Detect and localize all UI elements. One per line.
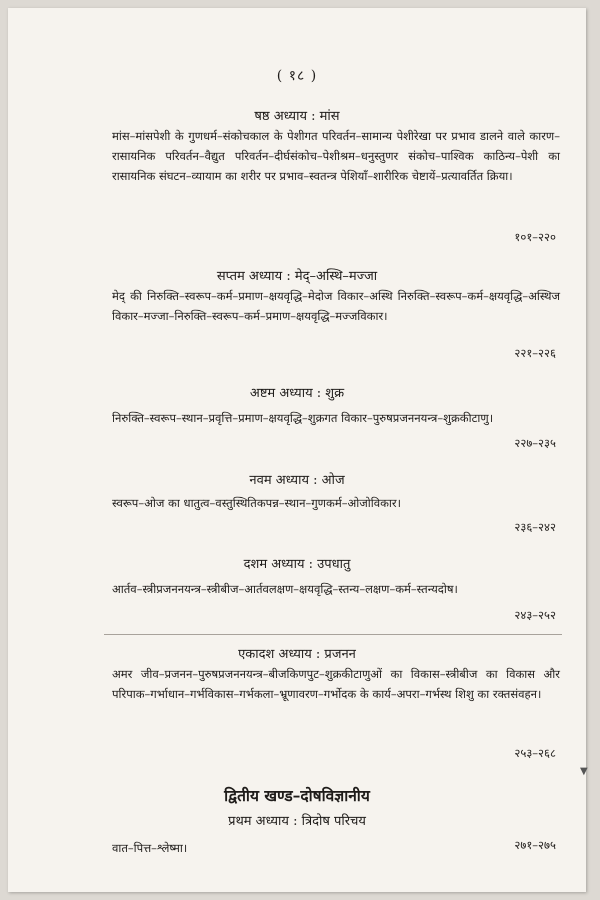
chapter-contents: वात–पित्त–श्लेष्मा।: [112, 841, 188, 855]
chapter-title: नवम अध्याय : ओज: [249, 473, 345, 488]
chapter-title: षष्ठ अध्याय : मांस: [254, 109, 340, 124]
chapter-page-range: २५३–२६८: [514, 746, 556, 760]
chapter-contents: निरुक्ति–स्वरूप–स्थान–प्रवृत्ति–प्रमाण–क्षयवृद्धि–शुक्रगत विकार–पुरुषप्रजननयन्त्र–शुक्रकीटाणु।: [112, 411, 494, 425]
chapter-contents: मांस–मांसपेशी के गुणधर्म–संकोचकाल के पेशीगत परिवर्तन–सामान्य पेशीरेखा पर प्रभाव डालने वाले कारण–रासायनिक परिवर्तन–वैद्युत परिवर्तन–दीर्घसंकोच–पेशीश्रम–धनुस्तुणर संकोच–पाश्विक काठिन्य–पेशी का रासायनिक संघटन–व्यायाम का शरीर पर प्रभाव–स्वतन्त्र पेशियाँ–शारीरिक चेष्टायें–प्रत्यावर्तित क्रिया।: [112, 129, 560, 183]
chapter-contents: मेद् की निरुक्ति–स्वरूप–कर्म–प्रमाण–क्षयवृद्धि–मेदोज विकार–अस्थि निरुक्ति–स्वरूप–कर्म–क्षयवृद्धि–अस्थिज विकार–मज्जा–निरुक्ति–स्वरूप–कर्म–प्रमाण–क्षयवृद्धि–मज्जविकार।: [112, 289, 560, 323]
margin-mark: ▼: [580, 766, 588, 777]
chapter-title: दशम अध्याय : उपधातु: [243, 557, 351, 572]
chapter-title: अष्टम अध्याय : शुक्र: [249, 386, 345, 401]
book-page: [8, 8, 586, 892]
chapter-page-range: २४३–२५२: [514, 608, 556, 622]
chapter-page-range: २३६–२४२: [514, 520, 556, 534]
chapter-contents: आर्तव–स्त्रीप्रजननयन्त्र–स्त्रीबीज–आर्तवलक्षण–क्षयवृद्धि–स्तन्य–लक्षण–कर्म–स्तन्यदोष।: [112, 582, 458, 596]
chapter-title: प्रथम अध्याय : त्रिदोष परिचय: [228, 814, 366, 829]
chapter-page-range: २२७–२३५: [514, 436, 556, 450]
chapter-contents: अमर जीव–प्रजनन–पुरुषप्रजननयन्त्र–बीजकिणपुट–शुक्रकीटाणुओं का विकास–स्त्रीबीज का विकास और परिपाक–गर्भाधान–गर्भविकास–गर्भकला–भ्रूणावरण–गर्भोदक के कार्य–अपरा–गर्भस्थ शिशु का रक्तसंवहन।: [112, 667, 560, 701]
page-number: ( १८ ): [276, 68, 318, 84]
chapter-page-range: २२१–२२६: [514, 346, 556, 360]
chapter-contents: स्वरूप–ओज का धातुत्व–वस्तुस्थितिकपन्न–स्थान–गुणकर्म–ओजोविकार।: [112, 496, 401, 510]
chapter-page-range: १०१–२२०: [514, 230, 556, 244]
divider: [104, 634, 562, 635]
chapter-title: एकादश अध्याय : प्रजनन: [238, 647, 356, 662]
chapter-page-range: २७१–२७५: [514, 838, 556, 852]
section-title: द्वितीय खण्ड–दोषविज्ञानीय: [224, 786, 370, 805]
chapter-title: सप्तम अध्याय : मेद्–अस्थि–मज्जा: [216, 269, 378, 284]
